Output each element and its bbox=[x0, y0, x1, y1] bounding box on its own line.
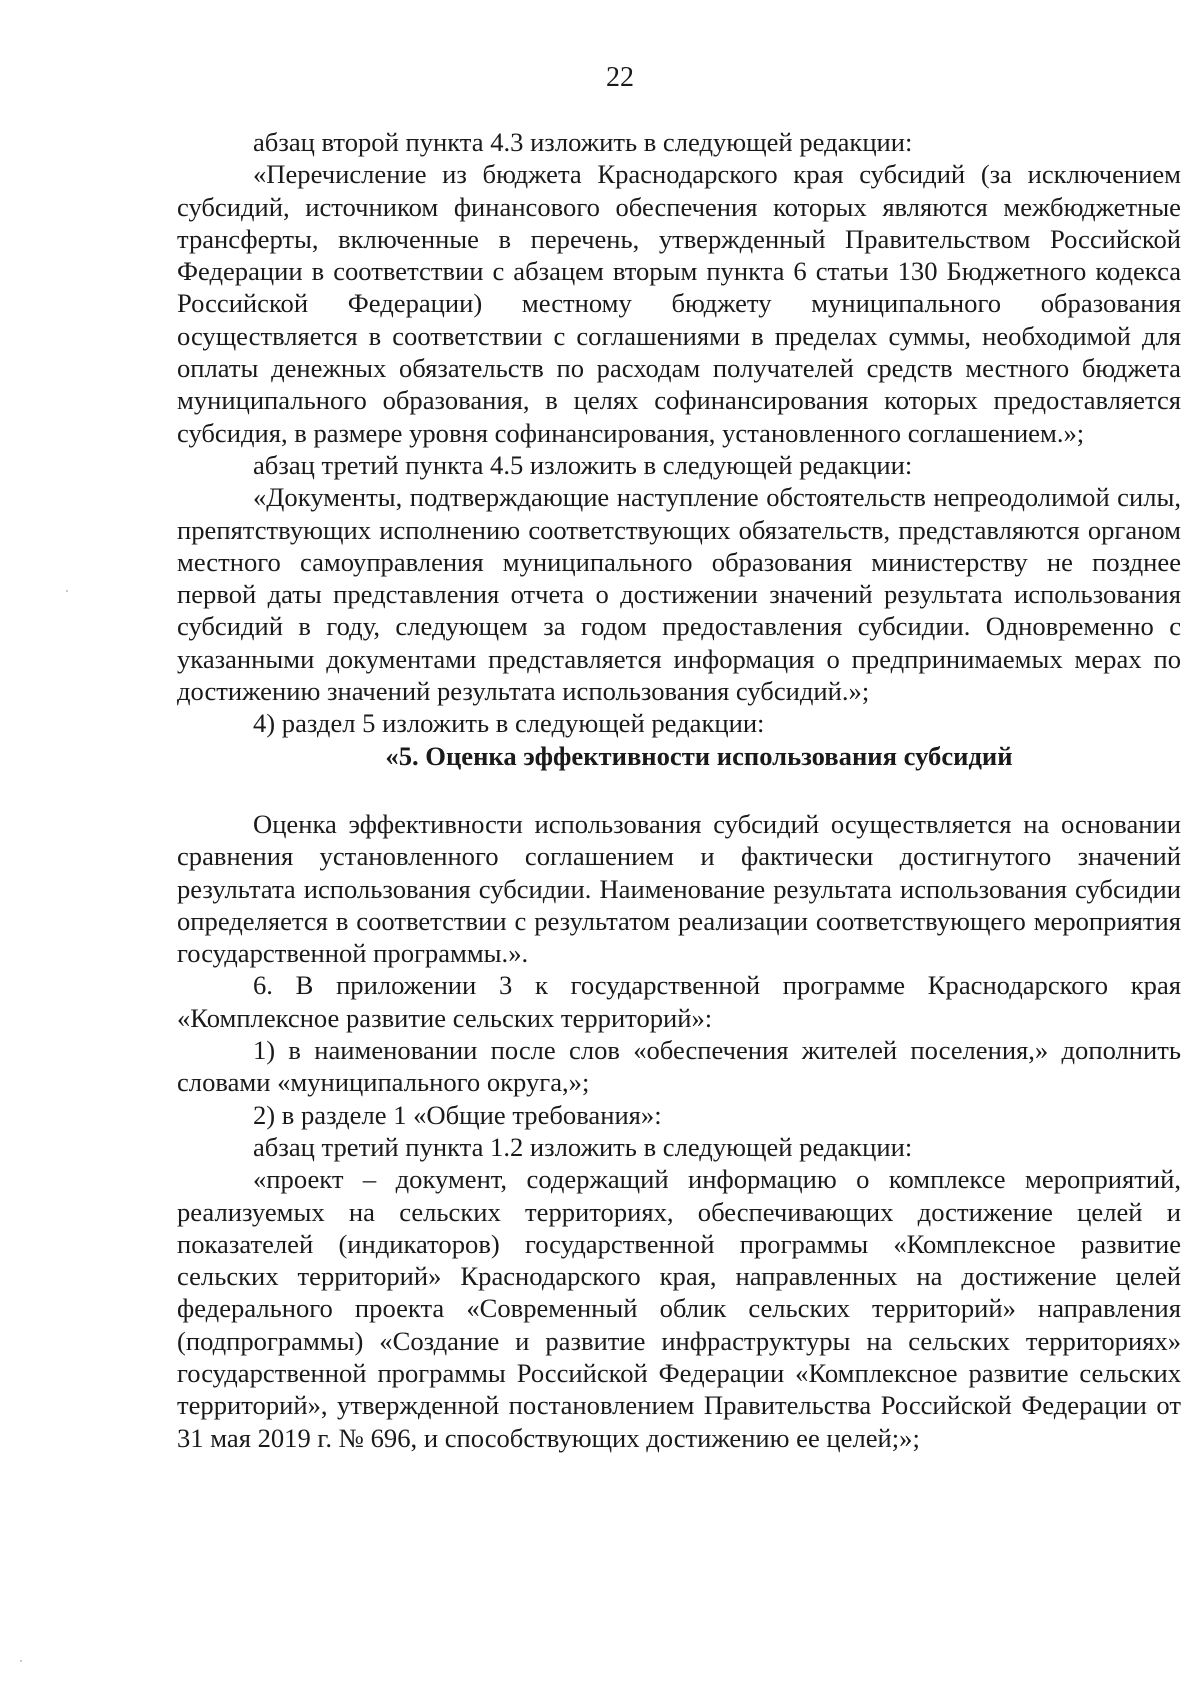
paragraph: абзац третий пункта 4.5 изложить в следующей редакции: bbox=[253, 449, 913, 480]
paragraph: «Перечисление из бюджета Краснодарского края субсидий (за исключением субсидий, источником финансового обеспечения которых являются межбюджетные трансферты, включенные в перечень, утвержденный Правительством Российской Федерации в соответствии с абзацем вторым пункта 6 статьи 130 Бюджетного кодекса Российской Федерации) местному бюджету муниципального образования осуществляется в соответствии с соглашениями в пределах суммы, необходимой для оплаты денежных обязательств по расходам получателей средств местного бюджета муниципального образования, в целях софинансирования которых предоставляется субсидия, в размере уровня софинансирования, установленного соглашением.»; bbox=[177, 159, 1181, 448]
section-heading: «5. Оценка эффективности использования субсидий bbox=[385, 740, 1013, 771]
scan-artifact bbox=[20, 1660, 22, 1662]
paragraph: 4) раздел 5 изложить в следующей редакции: bbox=[253, 708, 765, 739]
paragraph: абзац третий пункта 1.2 изложить в следующей редакции: bbox=[253, 1131, 913, 1162]
document-body bbox=[177, 126, 1181, 1454]
paragraph: 6. В приложении 3 к государственной программе Краснодарского края «Комплексное развитие сельских территорий»: bbox=[177, 970, 1181, 1033]
paragraph: «проект – документ, содержащий информацию о комплексе мероприятий, реализуемых на сельских территориях, обеспечивающих достижение целей и показателей (индикаторов) государственной программы «Комплексное развитие сельских территорий» Краснодарского края, направленных на достижение целей федерального проекта «Современный облик сельских территорий» направления (подпрограммы) «Создание и развитие инфраструктуры на сельских территориях» государственной программы Российской Федерации «Комплексное развитие сельских территорий», утвержденной постановлением Правительства Российской Федерации от 31 мая 2019 г. № 696, и способствующих достижению ее целей;»; bbox=[177, 1164, 1181, 1453]
paragraph: «Документы, подтверждающие наступление обстоятельств непреодолимой силы, препятствующих исполнению соответствующих обязательств, представляются органом местного самоуправления муниципального образования министерству не позднее первой даты представления отчета о достижении значений результата использования субсидий в году, следующем за годом предоставления субсидии. Одновременно с указанными документами представляется информация о предпринимаемых мерах по достижению значений результата использования субсидий.»; bbox=[177, 482, 1181, 707]
scan-artifact bbox=[66, 590, 68, 592]
paragraph: Оценка эффективности использования субсидий осуществляется на основании сравнения установленного соглашением и фактически достигнутого значений результата использования субсидии. Наименование результата использования субсидии определяется в соответствии с результатом реализации соответствующего мероприятия государственной программы.». bbox=[177, 808, 1181, 969]
paragraph: абзац второй пункта 4.3 изложить в следующей редакции: bbox=[253, 127, 913, 157]
page-number: 22 bbox=[606, 62, 634, 93]
paragraph: 2) в разделе 1 «Общие требования»: bbox=[253, 1099, 662, 1130]
paragraph: 1) в наименовании после слов «обеспечения жителей поселения,» дополнить словами «муниципального округа,»; bbox=[177, 1035, 1181, 1098]
